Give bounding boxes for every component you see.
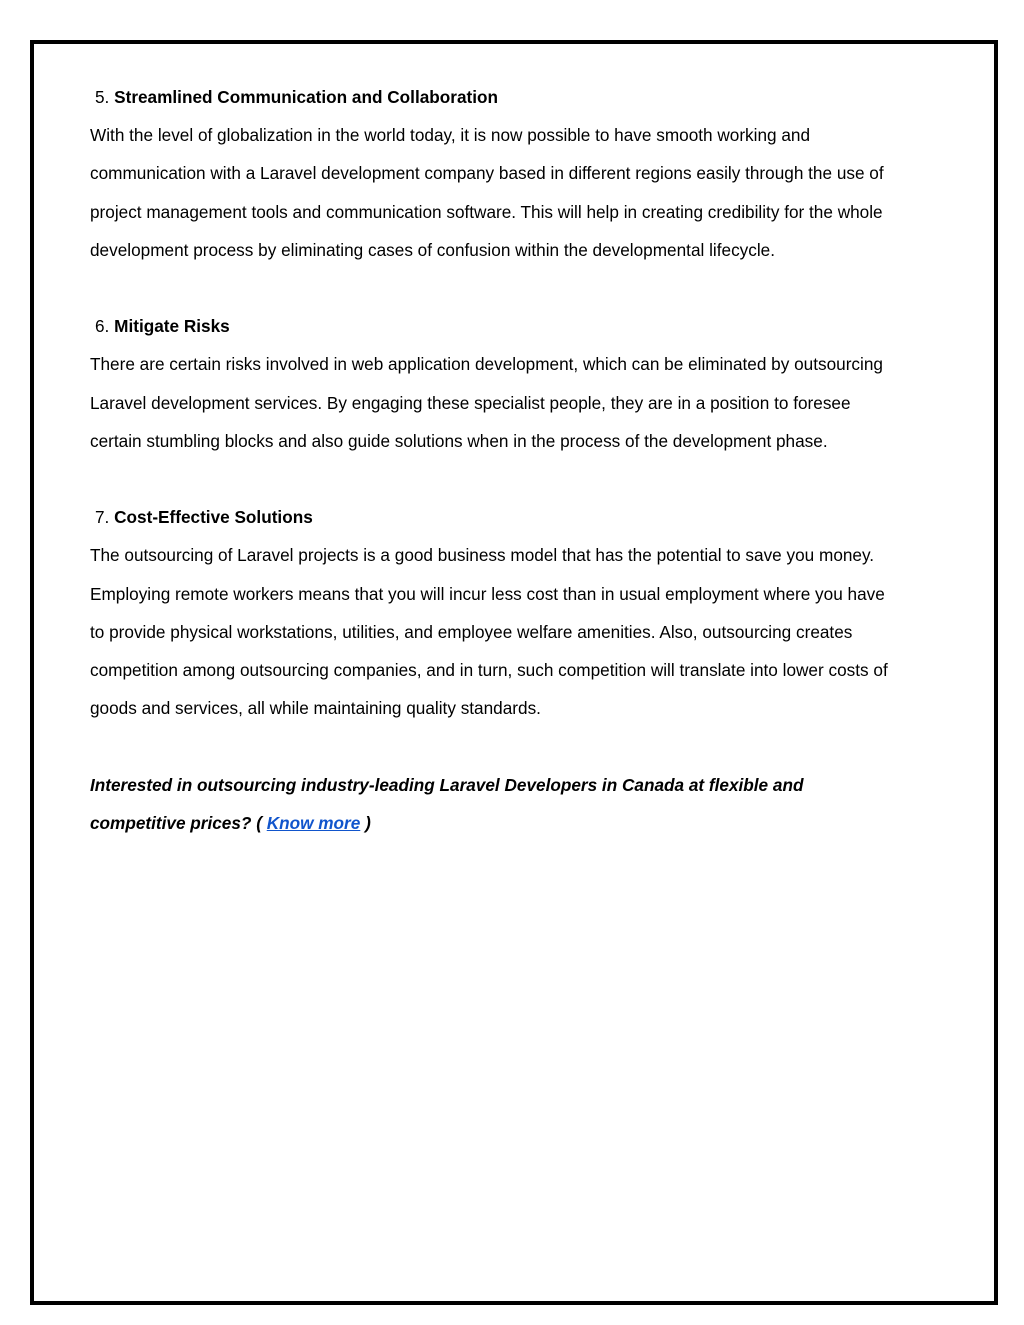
section-number: 6. [95,316,110,337]
section-title: Streamlined Communication and Collaboration [114,87,499,107]
call-to-action [90,766,890,842]
section-number: 7. [95,507,110,528]
cta-close: ) [365,812,371,833]
section-cost [90,498,890,727]
section-risks [90,307,890,460]
section-title: Mitigate Risks [114,316,230,337]
section-paragraph: With the level of globalization in the world today, it is now possible to have smooth working and communication with a Laravel development company based in different regions easily through the use of project management tools and communication software. This will help in creating credibility for the whole development process by eliminating cases of confusion within the developmental lifecycle. [90,125,884,260]
document-body [90,78,890,842]
know-more-link[interactable]: Know more [266,812,361,833]
section-heading [90,307,890,345]
section-heading [90,78,890,116]
section-heading [90,498,890,536]
section-paragraph: The outsourcing of Laravel projects is a good business model that has the potential to save you money. Employing remote workers means that you will incur less cost than in usual employment where you have to provide physical workstations, utilities, and employee welfare amenities. Also, outsourcing creates competition among outsourcing companies, and in turn, such competition will translate into lower costs of goods and services, all while maintaining quality standards. [90,545,888,719]
section-title: Cost-Effective Solutions [114,507,313,528]
section-number: 5. [95,87,110,107]
section-communication [90,78,890,269]
section-paragraph: There are certain risks involved in web application development, which can be eliminated by outsourcing Laravel development services. By engaging these specialist people, they are in a position to foresee certain stumbling blocks and also guide solutions when in the process of the development phase. [90,354,883,451]
cta-text: Interested in outsourcing industry-leading Laravel Developers in Canada at flexible and competitive prices? ( [90,774,804,833]
